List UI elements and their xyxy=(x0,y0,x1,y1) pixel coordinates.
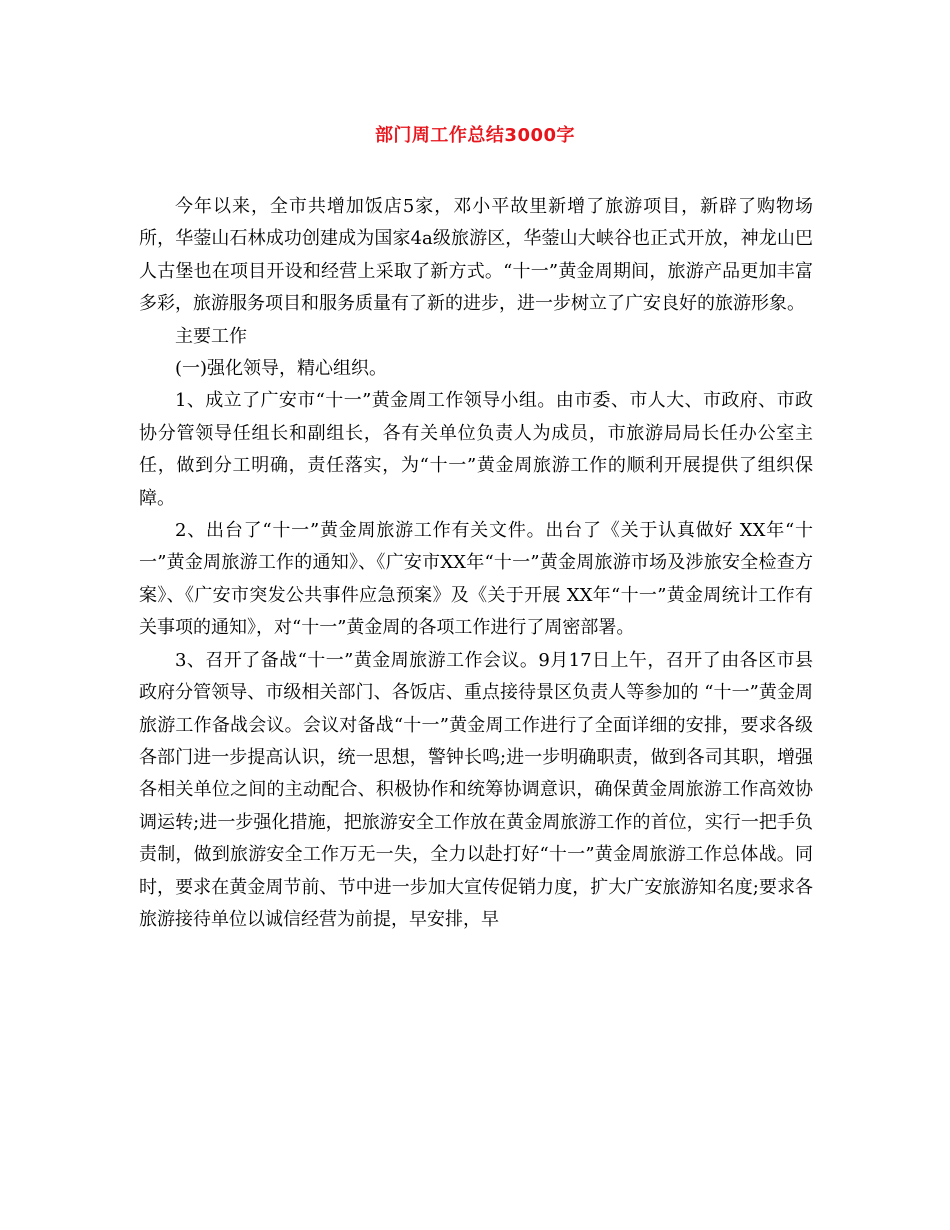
document-body xyxy=(139,191,813,936)
paragraph-intro: 今年以来，全市共增加饭店5家，邓小平故里新增了旅游项目，新辟了购物场所，华蓥山石林成功创建成为国家4a级旅游区，华蓥山大峡谷也正式开放，神龙山巴人古堡也在项目开设和经营上采取了新方式。“十一”黄金周期间，旅游产品更加丰富多彩，旅游服务项目和服务质量有了新的进步，进一步树立了广安良好的旅游形象。 xyxy=(139,196,813,315)
document-title: 部门周工作总结3000字 xyxy=(374,125,576,146)
heading-main-work: 主要工作 xyxy=(175,325,247,347)
paragraph-item-3: 3、召开了备战“十一”黄金周旅游工作会议。9月17日上午，召开了由各区市县政府分管领导、市级相关部门、各饭店、重点接待景区负责人等参加的 “十一”黄金周旅游工作备战会议。会议对备战“十一”黄金周工作进行了全面详细的安排，要求各级各部门进一步提高认识，统一思想，警钟长鸣;进一步明确职责，做到各司其职，增强各相关单位之间的主动配合、积极协作和统筹协调意识，确保黄金周旅游工作高效协调运转;进一步强化措施，把旅游安全工作放在黄金周旅游工作的首位，实行一把手负责制，做到旅游安全工作万无一失，全力以赴打好“十一”黄金周旅游工作总体战。同时，要求在黄金周节前、节中进一步加大宣传促销力度，扩大广安旅游知名度;要求各旅游接待单位以诚信经营为前提，早安排，早 xyxy=(139,649,813,930)
heading-section-1: (一)强化领导，精心组织。 xyxy=(175,358,388,380)
paragraph-item-1: 1、成立了广安市“十一”黄金周工作领导小组。由市委、市人大、市政府、市政协分管领导任组长和副组长，各有关单位负责人为成员，市旅游局局长任办公室主任，做到分工明确，责任落实，为“十一”黄金周旅游工作的顺利开展提供了组织保障。 xyxy=(139,390,813,509)
paragraph-item-2: 2、出台了“十一”黄金周旅游工作有关文件。出台了《关于认真做好 XX年“十一”黄金周旅游工作的通知》、《广安市XX年“十一”黄金周旅游市场及涉旅安全检查方案》、《广安市突发公共事件应急预案》及《关于开展 XX年“十一”黄金周统计工作有关事项的通知》，对“十一”黄金周的各项工作进行了周密部署。 xyxy=(139,520,813,639)
